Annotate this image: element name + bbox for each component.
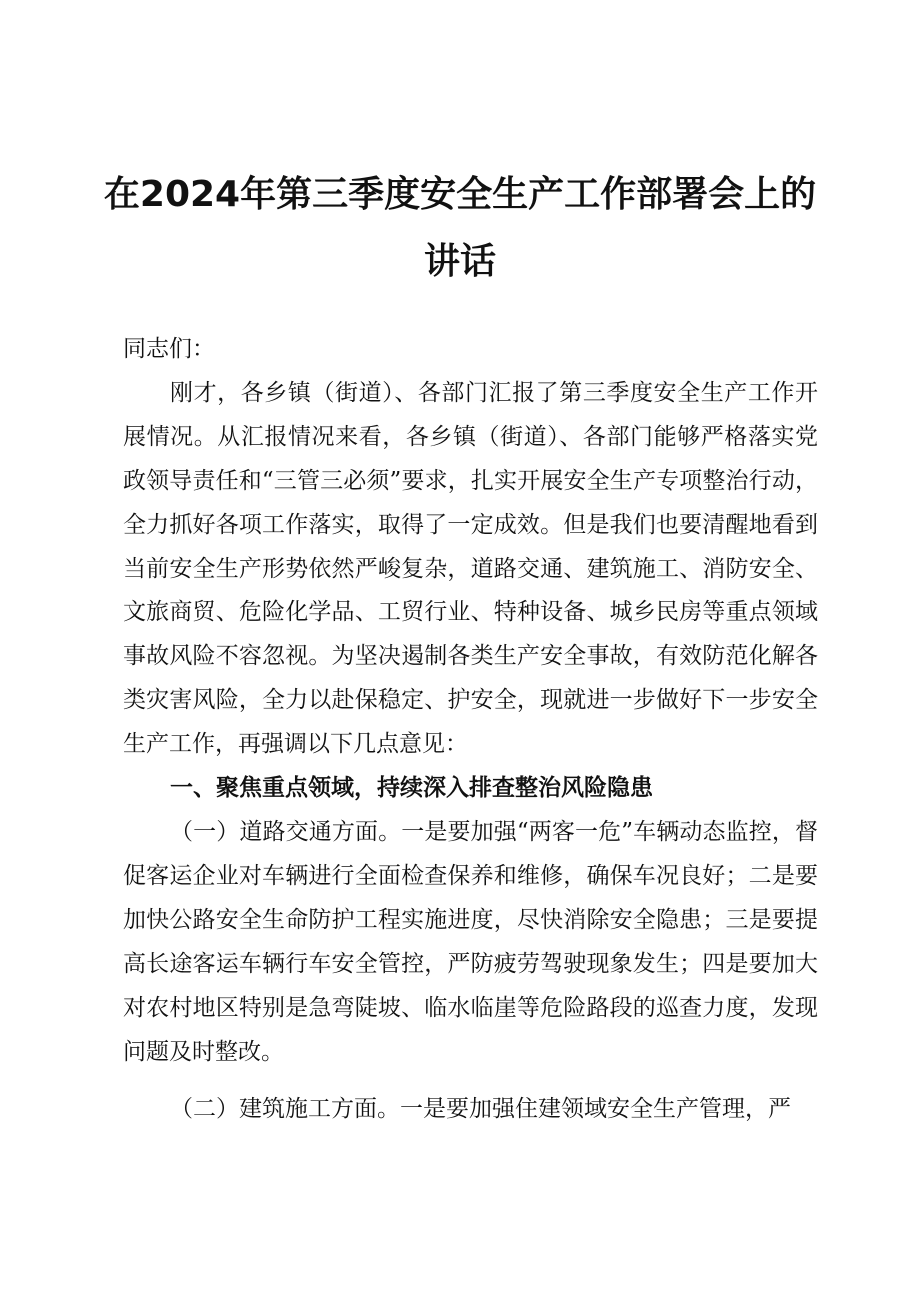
paragraph-construction: （二）建筑施工方面。一是要加强住建领域安全生产管理，严 — [170, 1096, 791, 1123]
document-title-line1: 在2024年第三季度安全生产工作部署会上的 — [103, 174, 817, 215]
paragraph-spacer — [123, 1074, 818, 1088]
section-heading-1: 一、聚焦重点领域，持续深入排查整治风险隐患 — [170, 775, 653, 802]
salutation: 同志们： — [123, 336, 215, 362]
paragraph-intro: 刚才，各乡镇（街道）、各部门汇报了第三季度安全生产工作开展情况。从汇报情况来看，各乡镇（街道）、各部门能够严格落实党政领导责任和“三管三必须”要求，扎实开展安全生产专项整治行动，全力抓好各项工作落实，取得了一定成效。但是我们也要清醒地看到当前安全生产形势依然严峻复杂，道路交通、建筑施工、消防安全、文旅商贸、危险化学品、工贸行业、特种设备、城乡民房等重点领域事故风险不容忽视。为坚决遏制各类生产安全事故，有效防范化解各类灾害风险，全力以赴保稳定、护安全，现就进一步做好下一步安全生产工作，再强调以下几点意见： — [123, 379, 818, 758]
paragraph-road-traffic: （一）道路交通方面。一是要加强“两客一危”车辆动态监控，督促客运企业对车辆进行全面检查保养和维修，确保车况良好；二是要加快公路安全生命防护工程实施进度，尽快消除安全隐患；三是要提高长途客运车辆行车安全管控，严防疲劳驾驶现象发生；四是要加大对农村地区特别是急弯陡坡、临水临崖等危险路段的巡查力度，发现问题及时整改。 — [123, 818, 818, 1065]
document-body — [123, 328, 818, 1132]
document-title-line2: 讲话 — [423, 241, 496, 282]
